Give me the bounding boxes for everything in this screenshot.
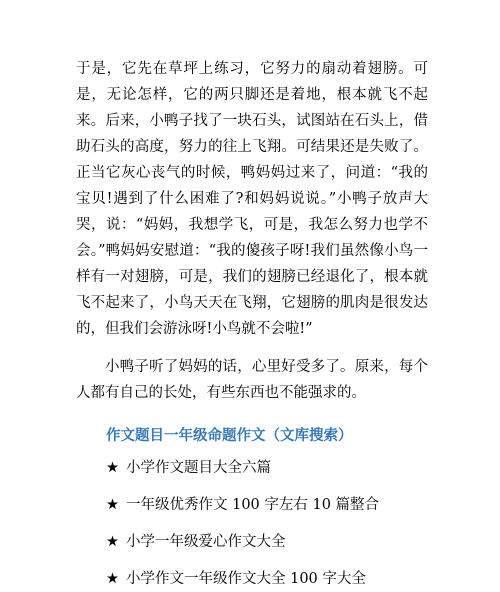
list-item[interactable] xyxy=(76,529,500,555)
star-bullet-icon: ★ xyxy=(106,571,119,587)
star-bullet-icon: ★ xyxy=(106,497,119,513)
related-article-list xyxy=(76,455,500,592)
story-body xyxy=(76,56,428,406)
star-bullet-icon: ★ xyxy=(106,534,119,550)
related-article-title: 小学作文一年级作文大全 100 字大全 xyxy=(126,571,366,587)
related-search-heading[interactable]: 作文题目一年级命题作文（文库搜索） xyxy=(106,427,353,444)
related-article-title: 小学作文题目大全六篇 xyxy=(126,460,271,476)
story-paragraph: 小鸭子听了妈妈的话，心里好受多了。原来，每个人都有自己的长处，有些东西也不能强求的。 xyxy=(76,359,428,401)
list-item[interactable] xyxy=(76,492,500,518)
list-item[interactable] xyxy=(76,566,500,592)
list-item[interactable] xyxy=(76,455,500,481)
related-article-title: 小学一年级爱心作文大全 xyxy=(126,534,286,550)
story-paragraph: 于是，它先在草坪上练习，它努力的扇动着翅膀。可是，无论怎样，它的两只脚还是着地，根本就飞不起来。后来，小鸭子找了一块石头，试图站在石头上，借助石头的高度，努力的往上飞翔。可结果还是失败了。正当它灰心丧气的时候，鸭妈妈过来了，问道：“我的宝贝!遇到了什么困难了?和妈妈说说。”小鸭子放声大哭，说：“妈妈，我想学飞，可是，我怎么努力也学不会。”鸭妈妈安慰道：“我的傻孩子呀!我们虽然像小鸟一样有一对翅膀，可是，我们的翅膀已经退化了，根本就飞不起来了，小鸟天天在飞翔，它翅膀的肌肉是很发达的，但我们会游泳呀!小鸟就不会啦!” xyxy=(76,61,428,337)
star-bullet-icon: ★ xyxy=(106,460,119,476)
related-article-title: 一年级优秀作文 100 字左右 10 篇整合 xyxy=(126,497,380,513)
